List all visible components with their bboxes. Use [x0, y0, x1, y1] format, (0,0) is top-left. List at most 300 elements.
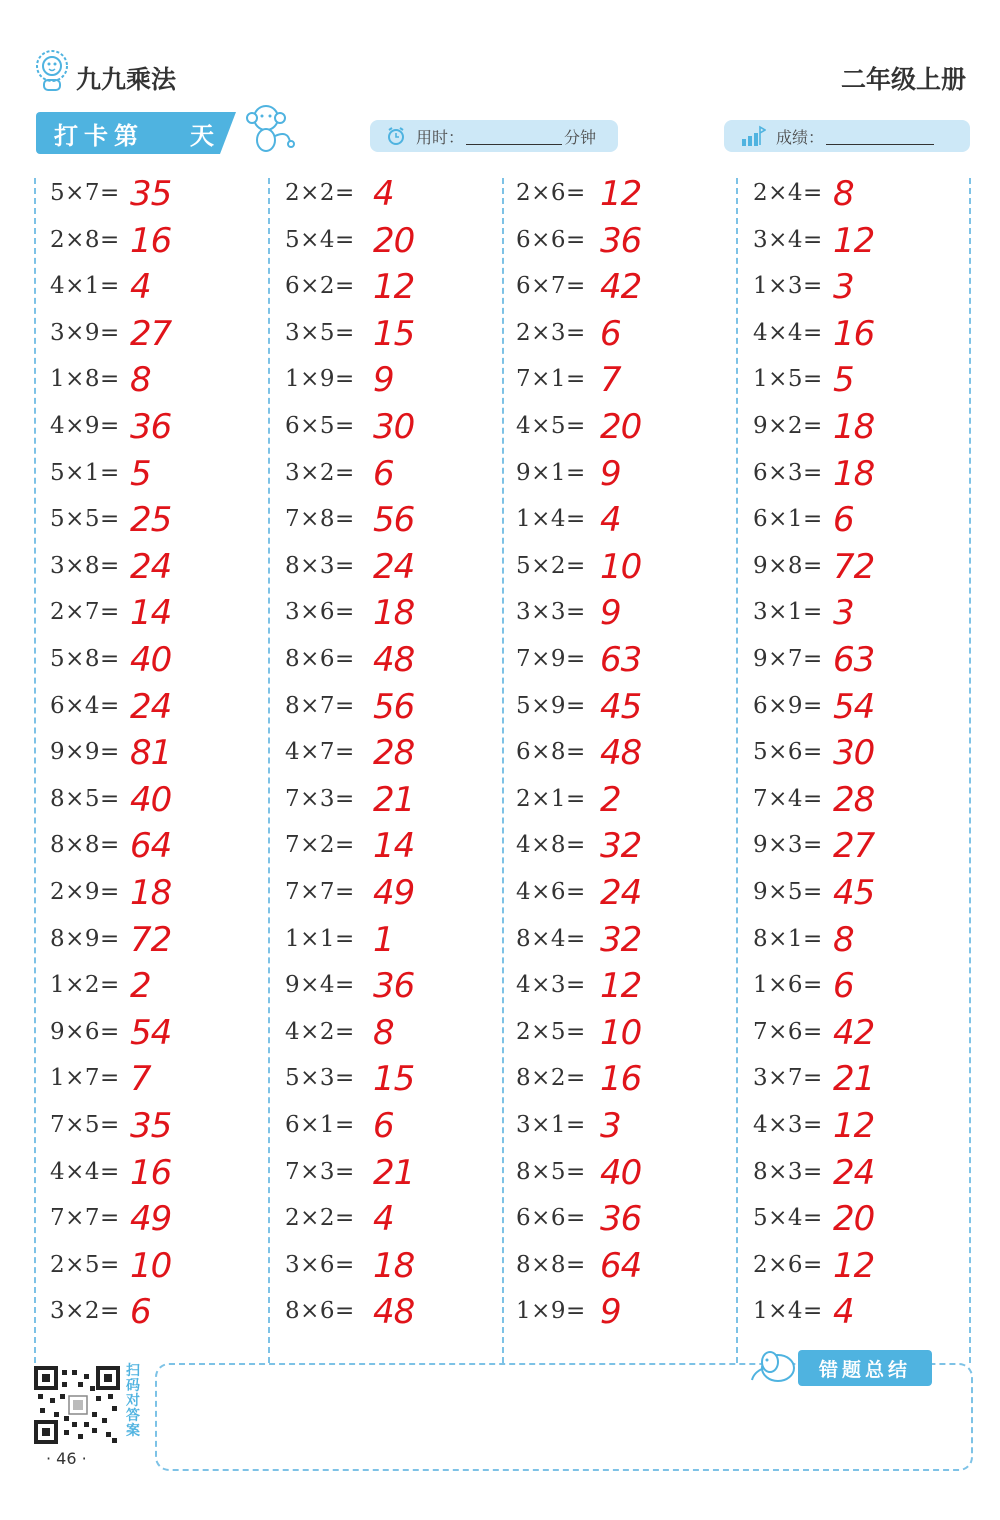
problem-row [50, 1102, 260, 1148]
problem-answer[interactable]: 15 [373, 313, 415, 354]
problem-answer[interactable]: 14 [373, 826, 415, 867]
problem-answer[interactable]: 12 [833, 1245, 875, 1286]
problem-row [285, 263, 495, 309]
problem-answer[interactable]: 2 [600, 779, 621, 820]
problem-question: 2×2= [285, 1205, 355, 1232]
problem-answer[interactable]: 40 [600, 1152, 642, 1193]
time-unit: 分钟 [564, 127, 597, 147]
problem-answer[interactable]: 4 [833, 1292, 854, 1333]
problem-row [516, 962, 726, 1008]
problem-answer[interactable]: 18 [833, 407, 875, 447]
problem-answer[interactable]: 25 [130, 500, 172, 541]
problem-question: 2×8= [50, 226, 120, 253]
problem-row [753, 822, 963, 868]
problem-answer[interactable]: 14 [130, 593, 172, 634]
problem-question: 8×7= [285, 692, 355, 719]
problem-row [516, 217, 726, 263]
problem-answer[interactable]: 1 [373, 919, 394, 960]
problem-question: 6×5= [285, 413, 355, 439]
problem-question: 1×8= [50, 366, 120, 393]
problem-question: 3×8= [50, 552, 120, 579]
problem-row [516, 1102, 726, 1148]
column-divider [736, 178, 738, 1363]
problem-answer[interactable]: 3 [833, 593, 854, 634]
problem-row [753, 962, 963, 1008]
problem-answer[interactable]: 45 [600, 686, 642, 727]
page-number: · 46 · [46, 1449, 87, 1468]
problem-question: 9×3= [753, 832, 823, 859]
problem-question: 8×3= [285, 552, 355, 579]
problem-row [285, 869, 495, 915]
problem-row [285, 450, 495, 496]
problem-answer[interactable]: 36 [130, 407, 172, 447]
problem-answer[interactable]: 24 [833, 1152, 875, 1193]
checkin-label: 打卡第 [54, 122, 144, 150]
problem-row [753, 263, 963, 309]
problem-question: 9×4= [285, 972, 355, 999]
problem-question: 5×2= [516, 552, 586, 579]
problem-row [50, 1009, 260, 1055]
problem-answer[interactable]: 72 [130, 919, 172, 960]
problem-question: 1×4= [753, 1298, 823, 1325]
problem-row [285, 310, 495, 356]
problem-question: 8×5= [50, 785, 120, 812]
problem-answer[interactable]: 56 [373, 500, 415, 541]
problem-row [50, 217, 260, 263]
problem-row [516, 1242, 726, 1288]
problem-row [285, 1102, 495, 1148]
problem-answer[interactable]: 36 [600, 1199, 642, 1240]
problem-question: 6×1= [285, 1112, 355, 1138]
problem-row [285, 729, 495, 775]
problem-answer[interactable]: 9 [600, 1292, 621, 1333]
problem-answer[interactable]: 6 [373, 1106, 394, 1146]
problem-question: 1×3= [753, 273, 823, 300]
problem-answer[interactable]: 5 [833, 360, 854, 401]
problem-answer[interactable]: 35 [130, 174, 172, 214]
problem-row [50, 263, 260, 309]
problem-row [285, 170, 495, 216]
checkin-day-label: 天 [190, 122, 214, 150]
problem-row [285, 822, 495, 868]
problem-answer[interactable]: 64 [600, 1245, 642, 1286]
problem-answer[interactable]: 9 [600, 593, 621, 634]
problem-question: 7×3= [285, 785, 355, 812]
problem-question: 6×6= [516, 226, 586, 253]
problem-answer[interactable]: 4 [373, 1199, 394, 1240]
problem-row [285, 1242, 495, 1288]
problem-answer[interactable]: 30 [373, 407, 415, 447]
problem-row [285, 916, 495, 962]
problem-answer[interactable]: 6 [833, 966, 854, 1007]
lion-mascot-icon [32, 48, 72, 92]
problem-question: 5×6= [753, 739, 823, 766]
problem-row [50, 356, 260, 402]
problem-question: 9×6= [50, 1018, 120, 1045]
problem-question: 5×4= [285, 226, 355, 253]
problem-row [285, 776, 495, 822]
grade-label: 二年级上册 [840, 65, 966, 94]
problem-question: 5×8= [50, 646, 120, 672]
problem-row [50, 962, 260, 1008]
problem-answer[interactable]: 40 [130, 640, 172, 680]
problem-row [50, 1195, 260, 1241]
problem-answer[interactable]: 4 [130, 267, 151, 308]
problem-question: 5×5= [50, 506, 120, 533]
problem-question: 4×1= [50, 273, 120, 300]
problem-row [50, 822, 260, 868]
problem-question: 8×8= [516, 1251, 586, 1278]
problem-row [753, 916, 963, 962]
problem-answer[interactable]: 49 [130, 1199, 172, 1240]
problem-answer[interactable]: 54 [130, 1012, 172, 1053]
problem-question: 6×1= [753, 506, 823, 533]
problem-row [516, 1288, 726, 1334]
problem-answer[interactable]: 21 [373, 779, 415, 820]
problem-answer[interactable]: 6 [833, 500, 854, 541]
problem-row [516, 822, 726, 868]
problem-row [285, 1149, 495, 1195]
problem-question: 7×7= [285, 879, 355, 905]
problem-answer[interactable]: 20 [373, 220, 415, 261]
problem-row [50, 543, 260, 589]
problem-answer[interactable]: 32 [600, 826, 642, 867]
time-box [370, 120, 618, 152]
problem-question: 4×3= [516, 972, 586, 999]
problem-answer[interactable]: 48 [373, 640, 415, 680]
problem-answer[interactable]: 9 [600, 453, 621, 494]
problem-answer[interactable]: 12 [833, 220, 875, 261]
problem-question: 9×1= [516, 459, 586, 486]
mistake-summary-label: 错题总结 [798, 1350, 932, 1386]
problem-question: 4×9= [50, 413, 120, 439]
problem-answer[interactable]: 8 [833, 174, 854, 214]
time-input-line[interactable] [466, 128, 562, 145]
problem-question: 6×7= [516, 273, 586, 300]
problem-row [753, 1149, 963, 1195]
problem-question: 2×5= [50, 1251, 120, 1278]
column-divider [969, 178, 971, 1363]
problem-question: 8×1= [753, 925, 823, 952]
problem-answer[interactable]: 2 [130, 966, 151, 1007]
problem-answer[interactable]: 81 [130, 733, 172, 774]
problem-answer[interactable]: 36 [600, 220, 642, 261]
problem-row [753, 496, 963, 542]
problem-question: 1×1= [285, 925, 355, 952]
problem-answer[interactable]: 8 [373, 1012, 394, 1053]
problem-question: 5×3= [285, 1065, 355, 1092]
problem-question: 3×3= [516, 599, 586, 626]
problem-row [285, 496, 495, 542]
problem-question: 5×1= [50, 459, 120, 486]
problem-question: 9×8= [753, 552, 823, 579]
problem-answer[interactable]: 9 [373, 360, 394, 401]
problem-answer[interactable]: 10 [600, 1012, 642, 1053]
problem-row [285, 1288, 495, 1334]
problem-row [285, 217, 495, 263]
problem-question: 4×4= [50, 1158, 120, 1185]
problem-row [516, 729, 726, 775]
problem-question: 5×4= [753, 1205, 823, 1232]
problem-answer[interactable]: 8 [833, 919, 854, 960]
problem-answer[interactable]: 10 [130, 1245, 172, 1286]
problem-answer[interactable]: 16 [130, 220, 172, 261]
column-divider [34, 178, 36, 1363]
problem-row [516, 636, 726, 682]
problem-question: 3×1= [516, 1112, 586, 1138]
problem-question: 3×2= [50, 1298, 120, 1325]
problem-answer[interactable]: 24 [600, 873, 642, 913]
problem-row [516, 450, 726, 496]
problem-row [285, 1055, 495, 1101]
problem-row [50, 589, 260, 635]
problem-answer[interactable]: 8 [130, 360, 151, 401]
problem-row [50, 1288, 260, 1334]
problem-answer[interactable]: 3 [600, 1106, 621, 1146]
problem-answer[interactable]: 63 [833, 640, 875, 680]
problem-row [516, 170, 726, 216]
problem-row [753, 310, 963, 356]
problem-question: 9×7= [753, 646, 823, 672]
qr-code-icon[interactable] [34, 1366, 120, 1444]
problem-row [753, 1102, 963, 1148]
problem-answer[interactable]: 6 [130, 1292, 151, 1333]
problem-question: 7×3= [285, 1158, 355, 1185]
problem-answer[interactable]: 30 [833, 733, 875, 774]
problem-answer[interactable]: 18 [373, 1245, 415, 1286]
problem-question: 5×7= [50, 180, 120, 206]
problem-question: 7×7= [50, 1205, 120, 1232]
problem-answer[interactable]: 16 [600, 1059, 642, 1100]
problem-answer[interactable]: 18 [373, 593, 415, 634]
problem-row [753, 1195, 963, 1241]
problem-answer[interactable]: 3 [833, 267, 854, 308]
problem-answer[interactable]: 20 [600, 407, 642, 447]
problem-answer[interactable]: 56 [373, 686, 415, 727]
problem-answer[interactable]: 49 [373, 873, 415, 913]
problem-question: 6×6= [516, 1205, 586, 1232]
problem-row [753, 776, 963, 822]
problem-question: 8×2= [516, 1065, 586, 1092]
problem-row [753, 1055, 963, 1101]
problem-row [50, 170, 260, 216]
problem-question: 4×8= [516, 832, 586, 859]
problem-question: 2×7= [50, 599, 120, 626]
problem-row [50, 636, 260, 682]
problem-row [753, 450, 963, 496]
problem-answer[interactable]: 42 [600, 267, 642, 308]
problem-answer[interactable]: 36 [373, 966, 415, 1007]
problem-question: 6×3= [753, 459, 823, 486]
problem-answer[interactable]: 4 [600, 500, 621, 541]
time-label: 用时： [416, 127, 465, 147]
problem-answer[interactable]: 20 [833, 1199, 875, 1240]
problem-row [516, 403, 726, 449]
problem-answer[interactable]: 15 [373, 1059, 415, 1100]
problem-question: 3×6= [285, 1251, 355, 1278]
problem-question: 3×7= [753, 1065, 823, 1092]
problem-answer[interactable]: 7 [130, 1059, 151, 1100]
problem-answer[interactable]: 48 [373, 1292, 415, 1333]
problem-question: 6×2= [285, 273, 355, 300]
elephant-mascot-icon [748, 1346, 800, 1386]
problem-answer[interactable]: 18 [833, 453, 875, 494]
problem-question: 2×3= [516, 319, 586, 346]
problem-answer[interactable]: 12 [600, 174, 642, 214]
problem-question: 7×8= [285, 506, 355, 533]
problem-question: 1×5= [753, 366, 823, 393]
problem-question: 3×9= [50, 319, 120, 346]
problem-row [285, 543, 495, 589]
problem-row [753, 217, 963, 263]
column-divider [268, 178, 270, 1363]
problem-row [753, 356, 963, 402]
problem-answer[interactable]: 21 [373, 1152, 415, 1193]
monkey-mascot-icon [240, 100, 298, 158]
problem-question: 3×2= [285, 459, 355, 486]
problem-question: 8×5= [516, 1158, 586, 1185]
problem-row [516, 589, 726, 635]
problem-answer[interactable]: 42 [833, 1012, 875, 1053]
problem-answer[interactable]: 28 [373, 733, 415, 774]
problem-question: 8×9= [50, 925, 120, 952]
problem-question: 4×6= [516, 879, 586, 905]
problem-row [753, 636, 963, 682]
problem-row [285, 1009, 495, 1055]
score-label: 成绩： [776, 127, 825, 147]
problem-answer[interactable]: 54 [833, 686, 875, 727]
problem-question: 2×5= [516, 1018, 586, 1045]
problem-row [516, 1195, 726, 1241]
problem-question: 6×8= [516, 739, 586, 766]
problem-answer[interactable]: 12 [600, 966, 642, 1007]
problem-answer[interactable]: 35 [130, 1106, 172, 1146]
problem-question: 8×3= [753, 1158, 823, 1185]
problem-answer[interactable]: 18 [130, 873, 172, 913]
problem-answer[interactable]: 27 [833, 826, 875, 867]
problem-answer[interactable]: 4 [373, 174, 394, 214]
problem-answer[interactable]: 40 [130, 779, 172, 820]
problem-row [516, 356, 726, 402]
score-input-line[interactable] [826, 128, 934, 145]
problem-question: 8×6= [285, 646, 355, 672]
problem-question: 3×5= [285, 319, 355, 346]
problem-question: 1×9= [516, 1298, 586, 1325]
problem-row [516, 263, 726, 309]
scan-caption: 扫码对答案 [126, 1363, 140, 1439]
problem-row [516, 310, 726, 356]
problem-answer[interactable]: 21 [833, 1059, 875, 1100]
problem-row [753, 1242, 963, 1288]
problem-question: 3×1= [753, 599, 823, 626]
problem-question: 7×6= [753, 1018, 823, 1045]
problem-row [516, 543, 726, 589]
problem-question: 7×4= [753, 785, 823, 812]
problem-question: 1×2= [50, 972, 120, 999]
problem-answer[interactable]: 6 [600, 313, 621, 354]
problem-answer[interactable]: 24 [130, 686, 172, 727]
problem-question: 7×5= [50, 1112, 120, 1138]
problem-answer[interactable]: 7 [600, 360, 621, 401]
problem-row [285, 589, 495, 635]
problem-answer[interactable]: 16 [833, 313, 875, 354]
problem-row [285, 1195, 495, 1241]
problem-answer[interactable]: 6 [373, 453, 394, 494]
problem-row [50, 403, 260, 449]
problem-answer[interactable]: 12 [833, 1106, 875, 1146]
column-divider [502, 178, 504, 1363]
problem-answer[interactable]: 24 [130, 546, 172, 587]
problem-question: 2×2= [285, 180, 355, 206]
problem-row [285, 403, 495, 449]
problem-answer[interactable]: 12 [373, 267, 415, 308]
problem-row [50, 1149, 260, 1195]
problem-question: 3×6= [285, 599, 355, 626]
problem-question: 9×9= [50, 739, 120, 766]
problem-row [516, 1009, 726, 1055]
problem-question: 6×9= [753, 692, 823, 719]
problem-row [285, 636, 495, 682]
problem-answer[interactable]: 28 [833, 779, 875, 820]
problem-answer[interactable]: 5 [130, 453, 151, 494]
problem-answer[interactable]: 45 [833, 873, 875, 913]
problem-question: 1×4= [516, 506, 586, 533]
problem-row [50, 450, 260, 496]
clock-icon [386, 126, 406, 146]
problem-answer[interactable]: 63 [600, 640, 642, 680]
page-title: 九九乘法 [76, 65, 177, 94]
problem-question: 9×5= [753, 879, 823, 905]
problem-question: 4×5= [516, 413, 586, 439]
problem-answer[interactable]: 27 [130, 313, 172, 354]
problem-row [50, 683, 260, 729]
problem-question: 2×6= [753, 1251, 823, 1278]
problem-answer[interactable]: 10 [600, 546, 642, 587]
score-box [724, 120, 970, 152]
problem-answer[interactable]: 64 [130, 826, 172, 867]
problem-answer[interactable]: 48 [600, 733, 642, 774]
problem-row [50, 869, 260, 915]
problem-question: 6×4= [50, 692, 120, 719]
problem-question: 5×9= [516, 692, 586, 719]
problem-row [50, 1055, 260, 1101]
problem-question: 4×3= [753, 1112, 823, 1138]
problem-row [50, 776, 260, 822]
problem-question: 4×7= [285, 739, 355, 766]
problem-answer[interactable]: 24 [373, 546, 415, 587]
problem-question: 1×7= [50, 1065, 120, 1092]
problem-row [516, 683, 726, 729]
problem-row [50, 310, 260, 356]
problem-row [753, 683, 963, 729]
problem-question: 8×6= [285, 1298, 355, 1325]
problem-row [285, 683, 495, 729]
problem-question: 7×2= [285, 832, 355, 859]
problem-question: 4×2= [285, 1018, 355, 1045]
problem-answer[interactable]: 72 [833, 546, 875, 587]
problem-row [753, 403, 963, 449]
problem-row [516, 916, 726, 962]
problem-row [753, 543, 963, 589]
problem-row [516, 1055, 726, 1101]
problem-row [516, 869, 726, 915]
problem-answer[interactable]: 32 [600, 919, 642, 960]
problem-row [516, 776, 726, 822]
problem-row [50, 729, 260, 775]
problem-row [753, 869, 963, 915]
problem-question: 8×8= [50, 832, 120, 859]
problem-answer[interactable]: 16 [130, 1152, 172, 1193]
